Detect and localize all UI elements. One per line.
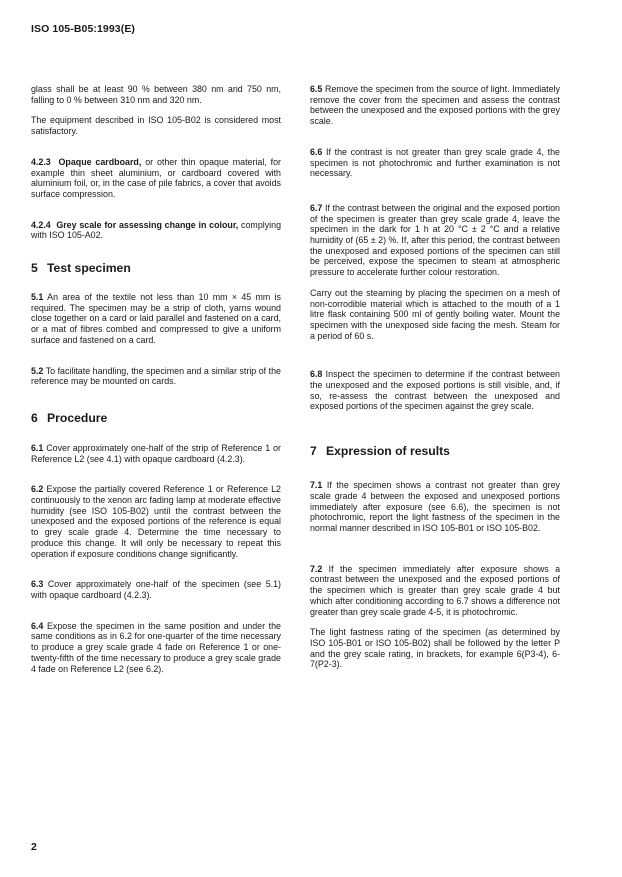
section-number: 6 — [31, 410, 38, 425]
clause-text: or other thin opaque material, for example thin sheet aluminium, or cardboard covered with aluminium foil, or, in the case of pile fabrics, a cover that avoids surface compression. — [31, 156, 282, 199]
clause-5-1 — [31, 292, 281, 346]
clause-number: 6.8 — [310, 369, 323, 380]
clause-number: 5.2 — [31, 365, 44, 376]
clause-number: 5.1 — [31, 292, 44, 303]
clause-text: Inspect the specimen to determine if the contrast between the unexposed and the exposed portions is still visible, and, if so, re-assess the contrast between the unexposed and exposed portions of the specimen against the grey scale. — [310, 369, 560, 412]
section-title: Procedure — [47, 410, 108, 425]
paragraph-equipment: The equipment described in ISO 105-B02 is considered most satisfactory. — [31, 115, 281, 137]
clause-text: If the contrast between the original and the exposed portion of the specimen is greater than grey scale grade 4, leave the specimen in the dark for 1 h at 20 °C ± 2 °C and a relative humidity of (65 ± 2) %. If, after this period, the contrast between the unexposed and exposed portions of the specimen can still be perceived, expose the specimen to steam at atmospheric pressure to accelerate further colour restoration. — [310, 202, 560, 278]
clause-number: 7.1 — [310, 480, 323, 491]
clause-4-2-4 — [31, 220, 281, 241]
clause-number: 6.2 — [31, 484, 44, 495]
paragraph-glass-transmission: glass shall be at least 90 % between 380 nm and 750 nm, falling to 0 % between 310 nm and 320 nm. — [31, 84, 281, 105]
clause-text: To facilitate handling, the specimen and a similar strip of the reference may be mounted on cards. — [31, 365, 281, 387]
right-column — [310, 84, 560, 670]
left-column — [31, 84, 281, 674]
clause-text: Cover approximately one-half of the specimen (see 5.1) with opaque cardboard (4.2.3). — [31, 579, 281, 600]
clause-5-2 — [31, 366, 281, 387]
section-heading-7 — [310, 444, 560, 458]
clause-text: Remove the specimen from the source of light. Immediately remove the cover from the specimen and assess the contrast between the unexposed and the exposed portions with the grey scale. — [310, 84, 560, 127]
clause-title: Opaque cardboard, — [58, 156, 142, 167]
clause-number: 6.1 — [31, 442, 44, 453]
clause-number: 6.6 — [310, 146, 323, 157]
clause-number: 6.7 — [310, 202, 323, 213]
clause-number: 6.3 — [31, 579, 44, 590]
clause-number: 7.2 — [310, 563, 323, 574]
clause-text: If the specimen shows a contrast not greater than grey scale grade 4 between the exposed and unexposed portions immediately after exposure (see 6.6), the specimen is not photochromic, report the light fastness of the specimen in the normal manner described in ISO 105-B01 or ISO 105-B02. — [310, 480, 560, 533]
clause-number: 4.2.4 — [31, 219, 51, 230]
clause-7-1 — [310, 480, 560, 534]
section-title: Test specimen — [47, 261, 131, 276]
clause-7-2 — [310, 564, 560, 618]
clause-text: If the contrast is not greater than grey scale grade 4, the specimen is not photochromic and further examination is not necessary. — [310, 146, 560, 179]
clause-6-1 — [31, 443, 281, 464]
paragraph-rating: The light fastness rating of the specimen (as determined by ISO 105-B01 or ISO 105-B02) shall be followed by the letter P and the grey scale rating, in brackets, for example 6(P3-4), 6-7(P2-3). — [310, 627, 560, 670]
section-heading-6 — [31, 411, 281, 425]
clause-text: Expose the partially covered Reference 1 or Reference L2 continuously to the xenon arc fading lamp at moderate effective humidity (see ISO 105-B02) until the contrast between the unexposed and the exposed portions of the reference is equal to grey scale grade 4. Determine the time necessary to produce this change. It will only be necessary to repeat this operation if exposure conditions change significantly. — [31, 484, 281, 559]
clause-6-3 — [31, 579, 281, 600]
clause-6-6 — [310, 147, 560, 179]
paragraph-steaming: Carry out the steaming by placing the specimen on a mesh of non-corrodible material which is attached to the mouth of a 1 litre flask containing 500 ml of gently boiling water. Mount the specimen with the unexposed side facing the mesh. Steam for a period of 60 s. — [310, 287, 560, 341]
clause-6-2 — [31, 484, 281, 559]
clause-text: complying with ISO 105-A02. — [31, 219, 282, 241]
page-number: 2 — [31, 841, 37, 853]
clause-title: Grey scale for assessing change in colour, — [56, 219, 239, 230]
clause-6-7 — [310, 203, 560, 278]
clause-6-4 — [31, 621, 281, 675]
clause-text: If the specimen immediately after exposure shows a contrast between the unexposed and the exposed portions of the specimen which is greater than grey scale grade 4 but which after conditioning according to 6.7 shows a difference not greater than grey scale grade 4-5, it is photochromic. — [310, 563, 560, 617]
clause-6-5 — [310, 84, 560, 127]
clause-4-2-3 — [31, 157, 281, 200]
section-number: 5 — [31, 261, 38, 276]
section-title: Expression of results — [326, 444, 450, 459]
document-header: ISO 105-B05:1993(E) — [31, 23, 136, 35]
section-number: 7 — [310, 444, 317, 459]
clause-text: Cover approximately one-half of the strip of Reference 1 or Reference L2 (see 4.1) with opaque cardboard (4.2.3). — [31, 442, 281, 464]
clause-6-8 — [310, 369, 560, 412]
clause-number: 6.5 — [310, 84, 323, 94]
clause-number: 4.2.3 — [31, 156, 51, 167]
clause-number: 6.4 — [31, 620, 44, 631]
clause-text: An area of the textile not less than 10 mm × 45 mm is required. The specimen may be a strip of cloth, yarns wound close together on a card or laid parallel and fastened on a card, or a mat of fibres combed and compressed to give a uniform surface and fastened on a card. — [31, 292, 281, 345]
clause-text: Expose the specimen in the same position and under the same conditions as in 6.2 for one-quarter of the time necessary to produce a grey scale grade 4 fade on Reference 1 or one-twenty-fifth of the time necessary to produce a grey scale grade 4 fade on Reference L2 (see 6.2). — [31, 620, 281, 674]
section-heading-5 — [31, 261, 281, 275]
